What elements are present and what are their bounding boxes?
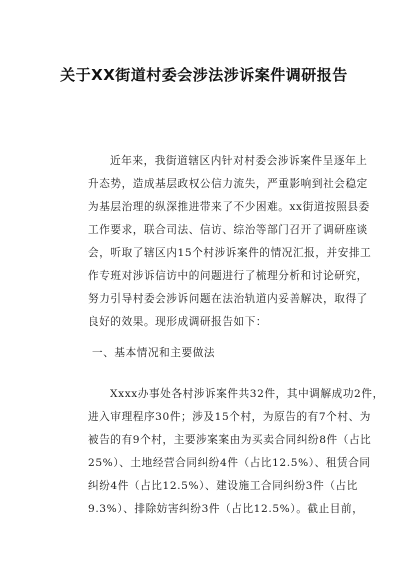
paragraph-line: 纠纷4件（占比12.5%）、建设施工合同纠纷3件（占比: [88, 480, 358, 492]
paragraph-line: 为基层治理的纵深推进带来了不少困难。xx街道按照县委: [88, 201, 370, 213]
paragraph-line: 近年来，我街道辖区内针对村委会涉诉案件呈逐年上: [110, 155, 368, 167]
document-title: 关于XX街道村委会涉法涉诉案件调研报告: [60, 66, 348, 84]
paragraph-line: Xxxx办事处各村涉诉案件共32件，其中调解成功2件，: [110, 388, 384, 400]
paragraph-line: 9.3%）、排除妨害纠纷3件（占比12.5%）。截止目前，: [88, 503, 364, 515]
paragraph-line: 工作要求，联合司法、信访、综治等部门召开了调研座谈: [88, 224, 368, 236]
paragraph-line: 努力引导村委会涉诉问题在法治轨道内妥善解决，取得了: [88, 293, 368, 305]
paragraph-line: 作专班对涉诉信访中的问题进行了梳理分析和讨论研究，: [88, 270, 368, 282]
paragraph-line: 升态势，造成基层政权公信力流失，严重影响到社会稳定: [88, 178, 368, 190]
paragraph-line: 会，听取了辖区内15个村涉诉案件的情况汇报，并安排工: [88, 247, 372, 259]
paragraph-line: 进入审理程序30件；涉及15个村，为原告的有7个村、为: [88, 411, 371, 423]
paragraph-line: 25%）、土地经营合同纠纷4件（占比12.5%）、租赁合同: [88, 457, 371, 469]
section-heading: 一、基本情况和主要做法: [92, 347, 216, 359]
paragraph-line: 被告的有9个村，主要涉案案由为买卖合同纠纷8件（占比: [88, 434, 372, 446]
paragraph-line: 良好的效果。现形成调研报告如下：: [88, 316, 268, 328]
